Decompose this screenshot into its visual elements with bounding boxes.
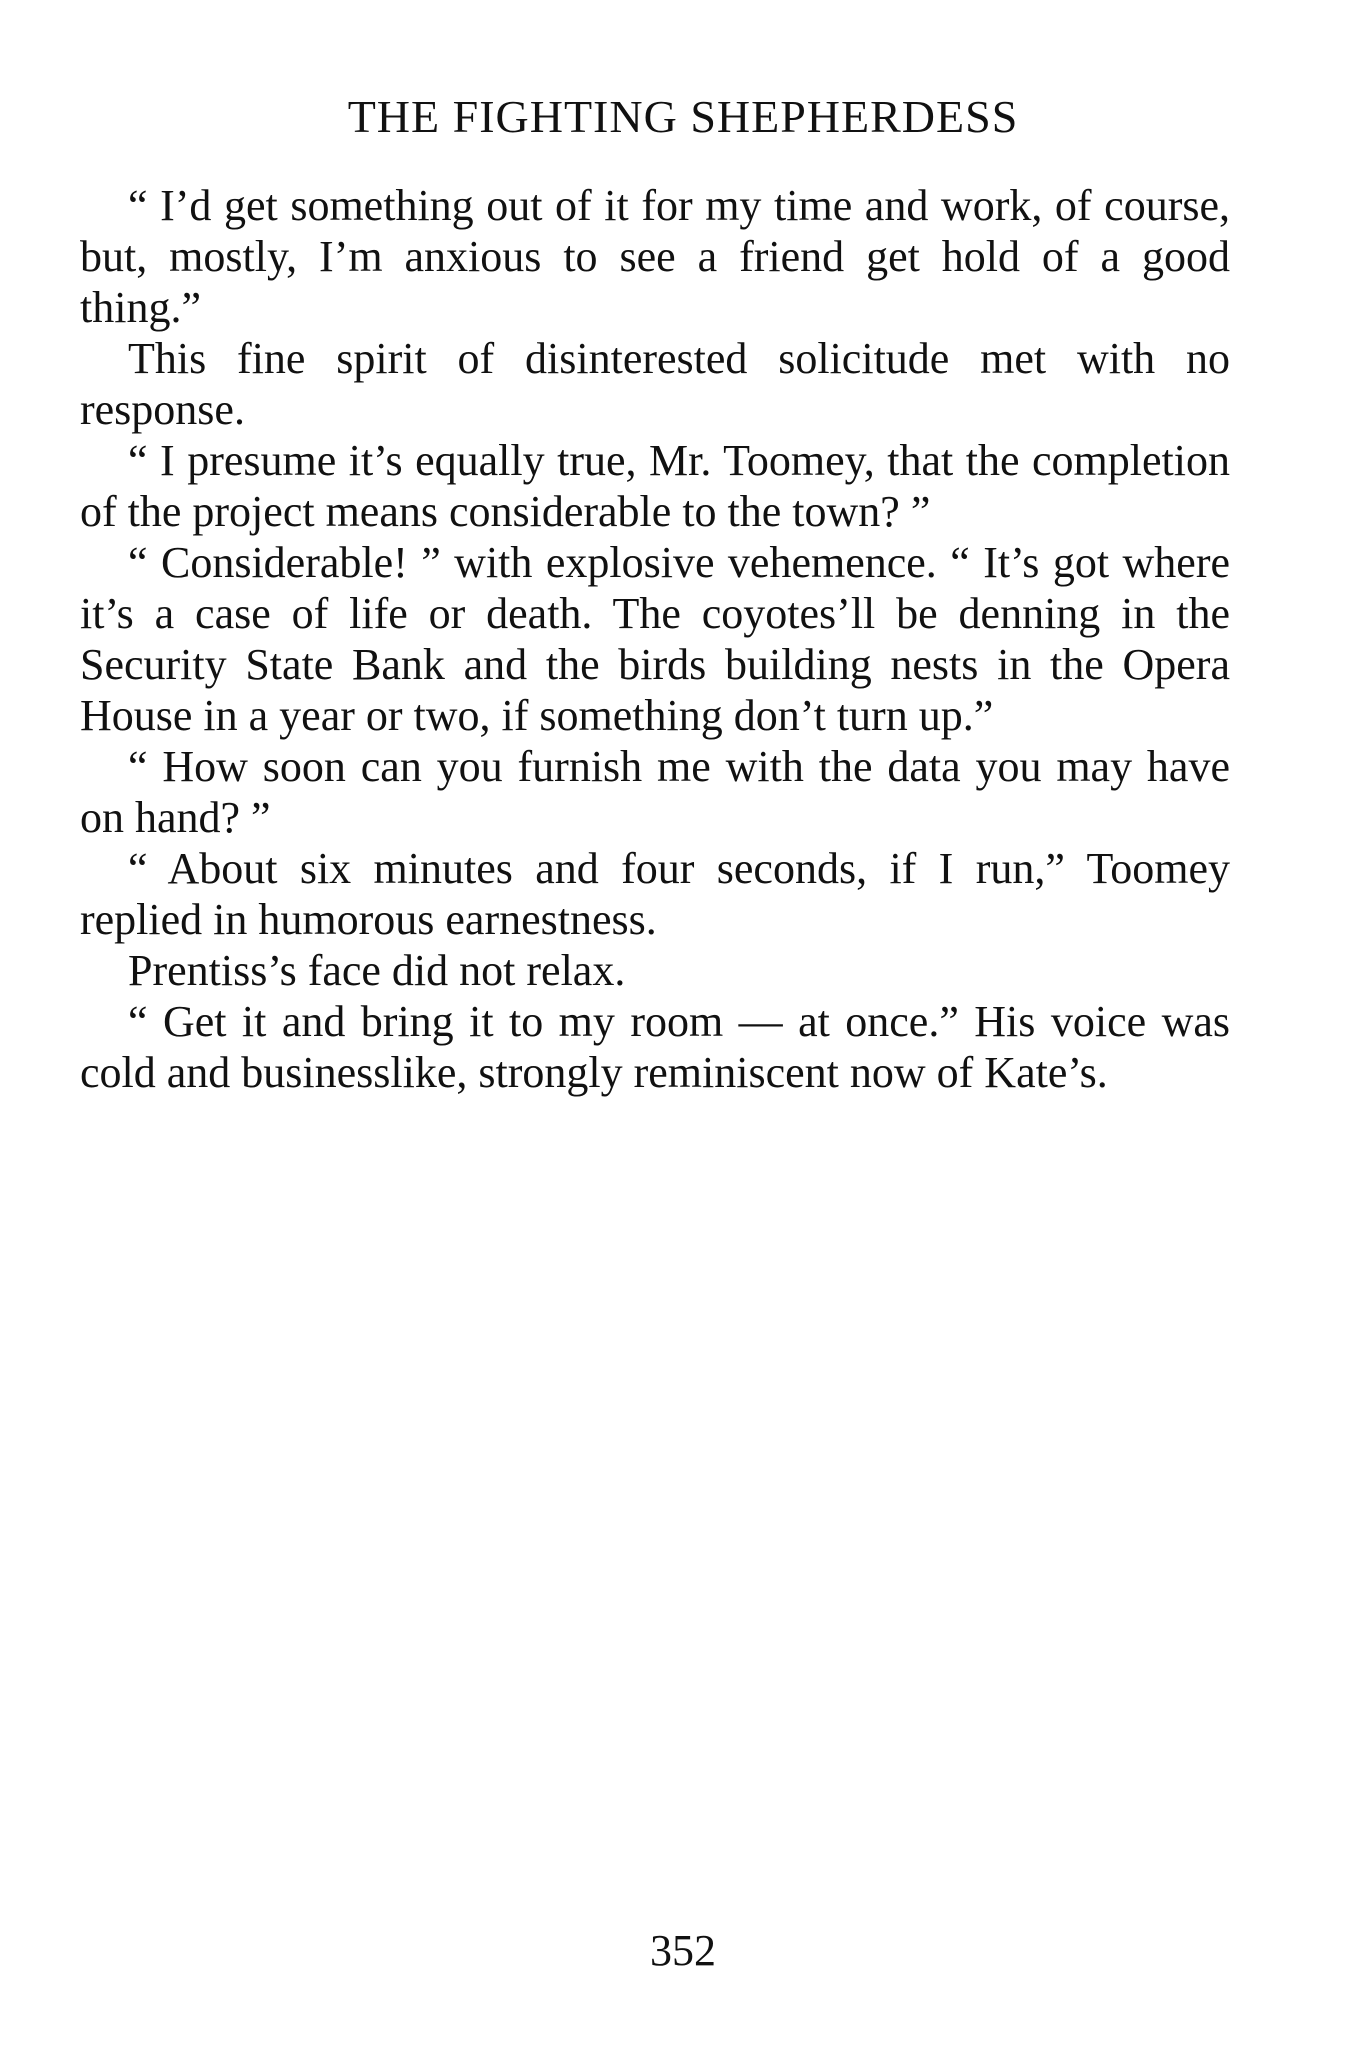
paragraph: Prentiss’s face did not relax. bbox=[128, 946, 626, 995]
paragraph: “ I presume it’s equally true, Mr. Toomey, that the completion of the project means considerable to the town? ” bbox=[80, 436, 1230, 536]
running-head: THE FIGHTING SHEPHERDESS bbox=[347, 91, 1019, 142]
paragraph: “ Get it and bring it to my room — at once.” His voice was cold and businesslike, strongly reminiscent now of Kate’s. bbox=[80, 997, 1230, 1097]
paragraph: “ About six minutes and four seconds, if I run,” Toomey replied in humorous earnestness. bbox=[80, 844, 1230, 944]
paragraph: “ How soon can you furnish me with the data you may have on hand? ” bbox=[80, 742, 1230, 842]
paragraph: “ I’d get something out of it for my time and work, of course, but, mostly, I’m anxious to see a friend get hold of a good thing.” bbox=[80, 181, 1230, 332]
page-number: 352 bbox=[650, 1926, 716, 1975]
paragraph: “ Considerable! ” with explosive vehemence. “ It’s got where it’s a case of life or death. The coyotes’ll be denning in the Security State Bank and the birds building nests in the Opera House in a year or two, if something don’t turn up.” bbox=[80, 538, 1230, 740]
body-text bbox=[80, 180, 1230, 1098]
paragraph: This fine spirit of disinterested solicitude met with no response. bbox=[80, 334, 1230, 434]
